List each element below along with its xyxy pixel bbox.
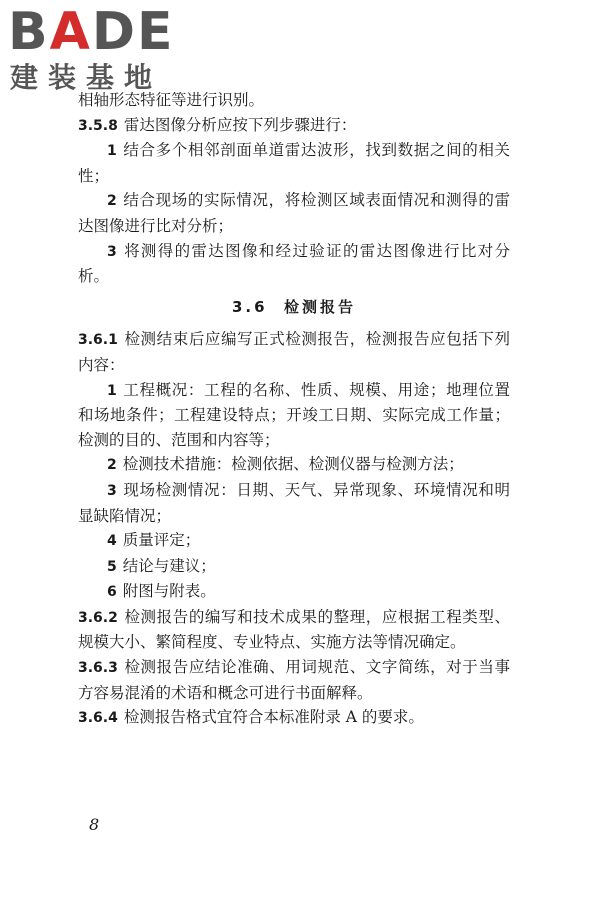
list-item: 1 结合多个相邻剖面单道雷达波形，找到数据之间的相关性； [78, 141, 510, 185]
watermark-logo [8, 4, 178, 96]
page-number: 8 [89, 815, 100, 834]
logo-subtitle: 建装基地 [10, 61, 163, 94]
clause-3-6-2: 3.6.2 检测报告的编写和技术成果的整理，应根据工程类型、规模大小、繁简程度、专业特点、实施方法等情况确定。 [78, 607, 510, 652]
logo-wordmark: BADE [8, 2, 175, 62]
clause-3-6-4: 3.6.4 检测报告格式宜符合本标准附录 A 的要求。 [78, 708, 424, 727]
list-item: 6 附图与附表。 [107, 582, 216, 601]
clause-3-6-3: 3.6.3 检测报告应结论准确、用词规范、文字简练，对于当事方容易混淆的术语和概念可进行书面解释。 [78, 658, 510, 702]
list-item: 5 结论与建议； [107, 556, 216, 575]
list-item: 4 质量评定； [107, 531, 201, 550]
section-heading: 3.6 检测报告 [231, 297, 357, 316]
clause-3-5-8: 3.5.8 雷达图像分析应按下列步骤进行： [78, 115, 357, 134]
list-item: 2 结合现场的实际情况，将检测区域表面情况和测得的雷达图像进行比对分析； [78, 191, 510, 235]
list-item: 2 检测技术措施：检测依据、检测仪器与检测方法； [107, 455, 464, 474]
list-item: 1 工程概况：工程的名称、性质、规模、用途；地理位置和场地条件；工程建设特点；开竣工日期、实际完成工作量；检测的目的、范围和内容等； [78, 380, 510, 449]
paragraph: 相轴形态特征等进行识别。 [78, 91, 265, 109]
clause-3-6-1: 3.6.1 检测结束后应编写正式检测报告，检测报告应包括下列内容： [78, 330, 510, 374]
list-item: 3 现场检测情况：日期、天气、异常现象、环境情况和明显缺陷情况； [78, 480, 510, 525]
document-body [78, 88, 510, 731]
list-item: 3 将测得的雷达图像和经过验证的雷达图像进行比对分析。 [78, 241, 510, 286]
